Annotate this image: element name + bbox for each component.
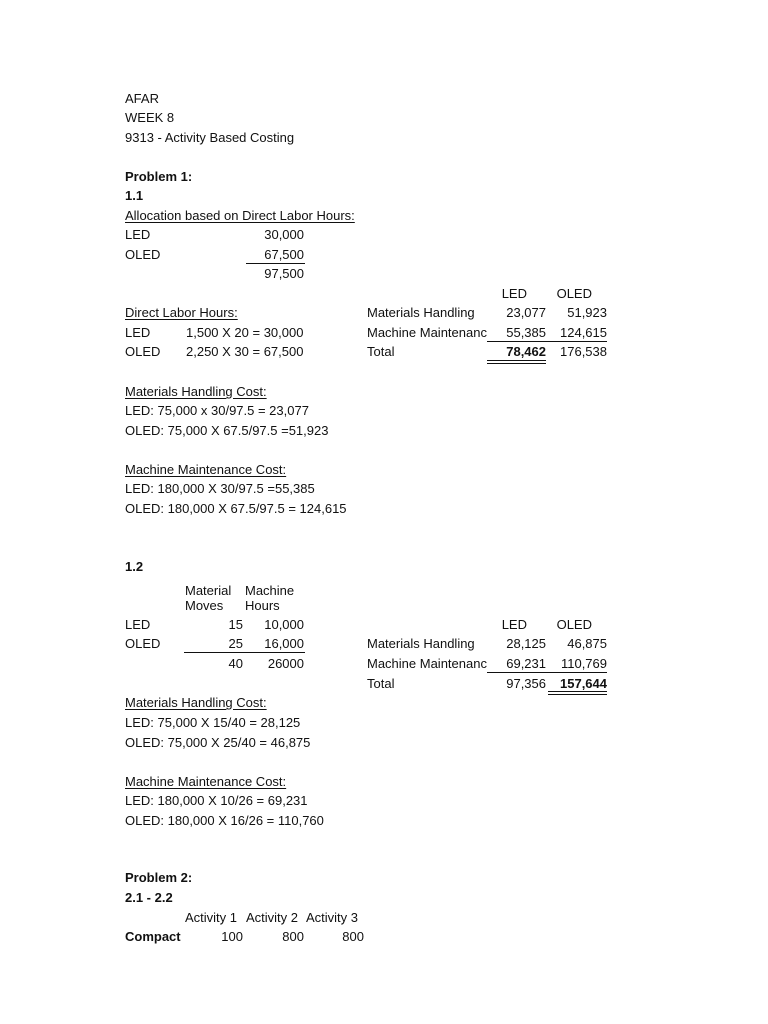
computation-line: OLED: 180,000 X 16/26 = 110,760 <box>125 813 324 828</box>
summary-col-oled: OLED <box>556 286 592 301</box>
col-header-moves: Material <box>185 583 232 598</box>
computation-line: OLED: 75,000 X 25/40 = 46,875 <box>125 735 311 750</box>
driver-total-hours: 26000 <box>267 656 304 671</box>
driver-row-hours: 16,000 <box>264 636 304 651</box>
summary-total-led: 97,356 <box>506 676 546 691</box>
computation-line: LED: 180,000 X 10/26 = 69,231 <box>125 793 308 808</box>
summary-led-value: 28,125 <box>506 636 546 651</box>
summary-total-oled: 176,538 <box>560 344 607 359</box>
summary-row-label: Materials Handling <box>367 636 475 651</box>
section-2-1-label: 2.1 - 2.2 <box>125 890 173 905</box>
dlh-heading: Direct Labor Hours: <box>125 305 238 320</box>
computation-line: LED: 180,000 X 30/97.5 =55,385 <box>125 481 315 496</box>
summary-total-label: Total <box>367 344 395 359</box>
dlh-row-calc: 1,500 X 20 = 30,000 <box>186 325 304 340</box>
driver-total-moves: 40 <box>228 656 243 671</box>
summary-total-label: Total <box>367 676 395 691</box>
summary-total-oled: 157,644 <box>560 676 607 691</box>
summary-led-value: 23,077 <box>506 305 546 320</box>
dlh-row-name: OLED <box>125 344 161 359</box>
alloc-sum-line <box>246 263 305 264</box>
summary-double-underline <box>487 360 546 364</box>
problem-2-title: Problem 2: <box>125 870 193 885</box>
section-1-1-label: 1.1 <box>125 188 144 203</box>
computation-line: LED: 75,000 x 30/97.5 = 23,077 <box>125 403 309 418</box>
activity-header: Activity 3 <box>306 910 359 925</box>
driver-sum-line <box>184 652 305 653</box>
activity-value: 800 <box>342 929 364 944</box>
summary-row-label: Machine Maintenanc <box>367 656 487 671</box>
computation-line: LED: 75,000 X 15/40 = 28,125 <box>125 715 301 730</box>
machine-maintenance-heading: Machine Maintenance Cost: <box>125 774 287 789</box>
section-1-2-label: 1.2 <box>125 559 144 574</box>
materials-handling-heading: Materials Handling Cost: <box>125 695 267 710</box>
summary-sum-line <box>487 672 607 673</box>
activity-header: Activity 2 <box>246 910 299 925</box>
summary-oled-value: 124,615 <box>560 325 607 340</box>
topic-title: 9313 - Activity Based Costing <box>125 130 295 145</box>
driver-row-name: OLED <box>125 636 161 651</box>
summary-row-label: Materials Handling <box>367 305 475 320</box>
summary-col-oled: OLED <box>556 617 592 632</box>
dlh-row-name: LED <box>125 325 151 340</box>
summary-total-led: 78,462 <box>506 344 546 359</box>
computation-line: OLED: 75,000 X 67.5/97.5 =51,923 <box>125 423 329 438</box>
alloc-row-name: OLED <box>125 247 161 262</box>
product-row-name: Compact <box>125 929 181 944</box>
summary-oled-value: 110,769 <box>560 656 607 671</box>
machine-maintenance-heading: Machine Maintenance Cost: <box>125 462 287 477</box>
dlh-row-calc: 2,250 X 30 = 67,500 <box>186 344 304 359</box>
summary-sum-line <box>487 341 607 342</box>
computation-line: OLED: 180,000 X 67.5/97.5 = 124,615 <box>125 501 347 516</box>
activity-value: 100 <box>221 929 243 944</box>
allocation-heading: Allocation based on Direct Labor Hours: <box>125 208 355 223</box>
alloc-row-name: LED <box>125 227 151 242</box>
summary-oled-value: 46,875 <box>567 636 607 651</box>
col-header-hours: Machine <box>245 583 295 598</box>
summary-col-led: LED <box>501 286 527 301</box>
summary-led-value: 55,385 <box>506 325 546 340</box>
driver-row-name: LED <box>125 617 151 632</box>
driver-row-hours: 10,000 <box>264 617 304 632</box>
activity-value: 800 <box>282 929 304 944</box>
summary-double-underline <box>548 691 607 695</box>
problem-1-title: Problem 1: <box>125 169 193 184</box>
col-header-moves: Moves <box>185 598 224 613</box>
summary-led-value: 69,231 <box>506 656 546 671</box>
materials-handling-heading: Materials Handling Cost: <box>125 384 267 399</box>
summary-oled-value: 51,923 <box>567 305 607 320</box>
activity-header: Activity 1 <box>185 910 238 925</box>
alloc-row-value: 30,000 <box>264 227 304 242</box>
driver-row-moves: 25 <box>228 636 243 651</box>
alloc-total: 97,500 <box>264 266 304 281</box>
summary-row-label: Machine Maintenanc <box>367 325 487 340</box>
course-title: AFAR <box>125 91 159 106</box>
driver-row-moves: 15 <box>228 617 243 632</box>
alloc-row-value: 67,500 <box>264 247 304 262</box>
week-label: WEEK 8 <box>125 110 175 125</box>
col-header-hours: Hours <box>245 598 280 613</box>
summary-col-led: LED <box>501 617 527 632</box>
